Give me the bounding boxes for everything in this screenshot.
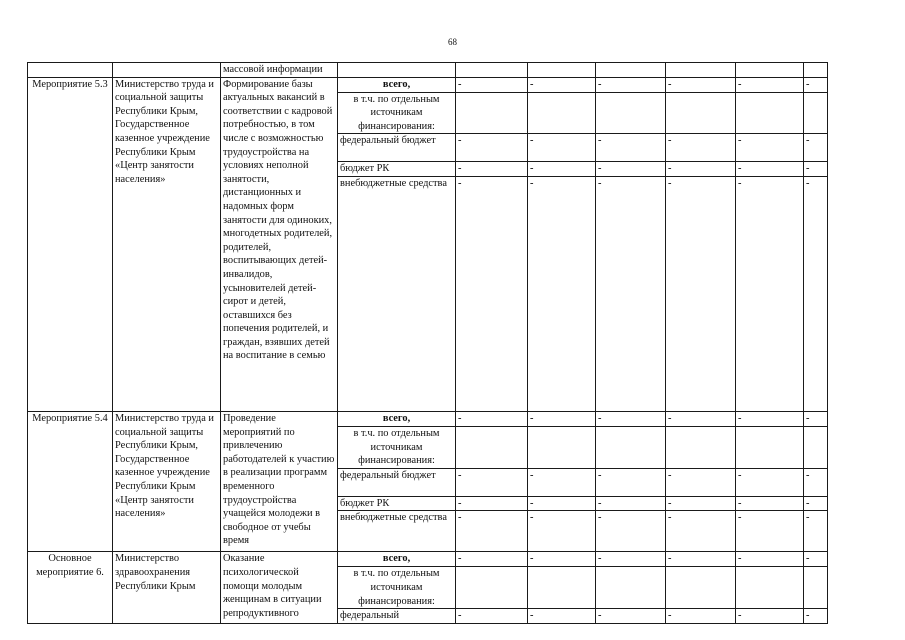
- value-cell: -: [666, 496, 736, 511]
- value-cell: -: [736, 496, 804, 511]
- value-cell: -: [804, 468, 828, 496]
- value-cell: -: [528, 468, 596, 496]
- value-cell: -: [666, 411, 736, 426]
- value-cell: -: [456, 511, 528, 552]
- value-cell: -: [596, 496, 666, 511]
- value-cell: -: [736, 134, 804, 162]
- description-cell: массовой информации: [221, 63, 338, 78]
- value-cell: -: [666, 162, 736, 177]
- page-number: 68: [448, 37, 457, 47]
- value-cell: -: [804, 552, 828, 567]
- value-cell: -: [456, 496, 528, 511]
- source-federal: федеральный бюджет: [338, 468, 456, 496]
- budget-table: [27, 62, 828, 624]
- event-label: Основное мероприятие 6.: [28, 552, 113, 623]
- value-cell: -: [528, 176, 596, 411]
- value-cell: -: [736, 411, 804, 426]
- value-cell: -: [666, 176, 736, 411]
- value-cell: -: [736, 552, 804, 567]
- source-rk: бюджет РК: [338, 496, 456, 511]
- source-federal: федеральный: [338, 609, 456, 624]
- value-cell: -: [666, 609, 736, 624]
- description-cell: Оказание психологической помощи молодым женщинам в ситуации репродуктивного: [221, 552, 338, 623]
- value-cell: -: [456, 162, 528, 177]
- source-rk: бюджет РК: [338, 162, 456, 177]
- value-cell: -: [596, 77, 666, 92]
- table-row: [28, 552, 828, 567]
- value-cell: -: [456, 468, 528, 496]
- value-cell: -: [804, 176, 828, 411]
- value-cell: -: [456, 411, 528, 426]
- description-cell: Формирование базы актуальных вакансий в соответствии с кадровой потребностью, в том числе с возможностью трудоустройства на условиях неполной занятости, дистанционных и надомных форм занятости для одиноких, многодетных родителей, родителей, воспитывающих детей-инвалидов, усыновителей детей-сирот и детей, оставшихся без попечения родителей, и граждан, взявших детей на воспитание в семью: [221, 77, 338, 411]
- value-cell: -: [528, 162, 596, 177]
- description-cell: Проведение мероприятий по привлечению работодателей к участию в реализации программ временного трудоустройства учащейся молодежи в свободное от учебы время: [221, 411, 338, 551]
- value-cell: -: [596, 134, 666, 162]
- source-incl: в т.ч. по отдельным источникам финансирования:: [338, 426, 456, 468]
- value-cell: -: [804, 496, 828, 511]
- source-incl: в т.ч. по отдельным источникам финансирования:: [338, 567, 456, 609]
- value-cell: -: [596, 411, 666, 426]
- executor-cell: Министерство труда и социальной защиты Республики Крым, Государственное казенное учреждение Республики Крым «Центр занятости населения»: [113, 77, 221, 411]
- table-row: [28, 77, 828, 92]
- source-total: всего,: [338, 77, 456, 92]
- value-cell: -: [596, 609, 666, 624]
- value-cell: -: [666, 552, 736, 567]
- value-cell: -: [456, 176, 528, 411]
- source-extra: внебюджетные средства: [338, 176, 456, 411]
- value-cell: -: [528, 552, 596, 567]
- value-cell: -: [804, 134, 828, 162]
- value-cell: -: [736, 77, 804, 92]
- value-cell: -: [456, 134, 528, 162]
- source-extra: внебюджетные средства: [338, 511, 456, 552]
- value-cell: -: [528, 134, 596, 162]
- value-cell: -: [804, 77, 828, 92]
- value-cell: -: [528, 609, 596, 624]
- table-row: [28, 63, 828, 78]
- value-cell: -: [736, 511, 804, 552]
- value-cell: -: [804, 411, 828, 426]
- value-cell: -: [528, 77, 596, 92]
- value-cell: -: [666, 134, 736, 162]
- value-cell: -: [596, 176, 666, 411]
- source-federal: федеральный бюджет: [338, 134, 456, 162]
- source-total: всего,: [338, 552, 456, 567]
- value-cell: -: [528, 511, 596, 552]
- executor-cell: Министерство труда и социальной защиты Республики Крым, Государственное казенное учреждение Республики Крым «Центр занятости населения»: [113, 411, 221, 551]
- value-cell: -: [456, 552, 528, 567]
- value-cell: -: [596, 552, 666, 567]
- event-label: Мероприятие 5.3: [28, 77, 113, 411]
- value-cell: -: [736, 176, 804, 411]
- table-row: [28, 411, 828, 426]
- value-cell: -: [456, 77, 528, 92]
- event-label: Мероприятие 5.4: [28, 411, 113, 551]
- source-incl: в т.ч. по отдельным источникам финансирования:: [338, 92, 456, 134]
- value-cell: -: [596, 468, 666, 496]
- source-total: всего,: [338, 411, 456, 426]
- value-cell: -: [804, 609, 828, 624]
- value-cell: -: [596, 511, 666, 552]
- value-cell: -: [528, 411, 596, 426]
- value-cell: -: [804, 511, 828, 552]
- value-cell: -: [666, 468, 736, 496]
- value-cell: -: [736, 468, 804, 496]
- value-cell: -: [456, 609, 528, 624]
- value-cell: -: [528, 496, 596, 511]
- value-cell: -: [736, 609, 804, 624]
- value-cell: -: [666, 511, 736, 552]
- value-cell: -: [666, 77, 736, 92]
- value-cell: -: [736, 162, 804, 177]
- value-cell: -: [596, 162, 666, 177]
- value-cell: -: [804, 162, 828, 177]
- executor-cell: Министерство здравоохранения Республики Крым: [113, 552, 221, 623]
